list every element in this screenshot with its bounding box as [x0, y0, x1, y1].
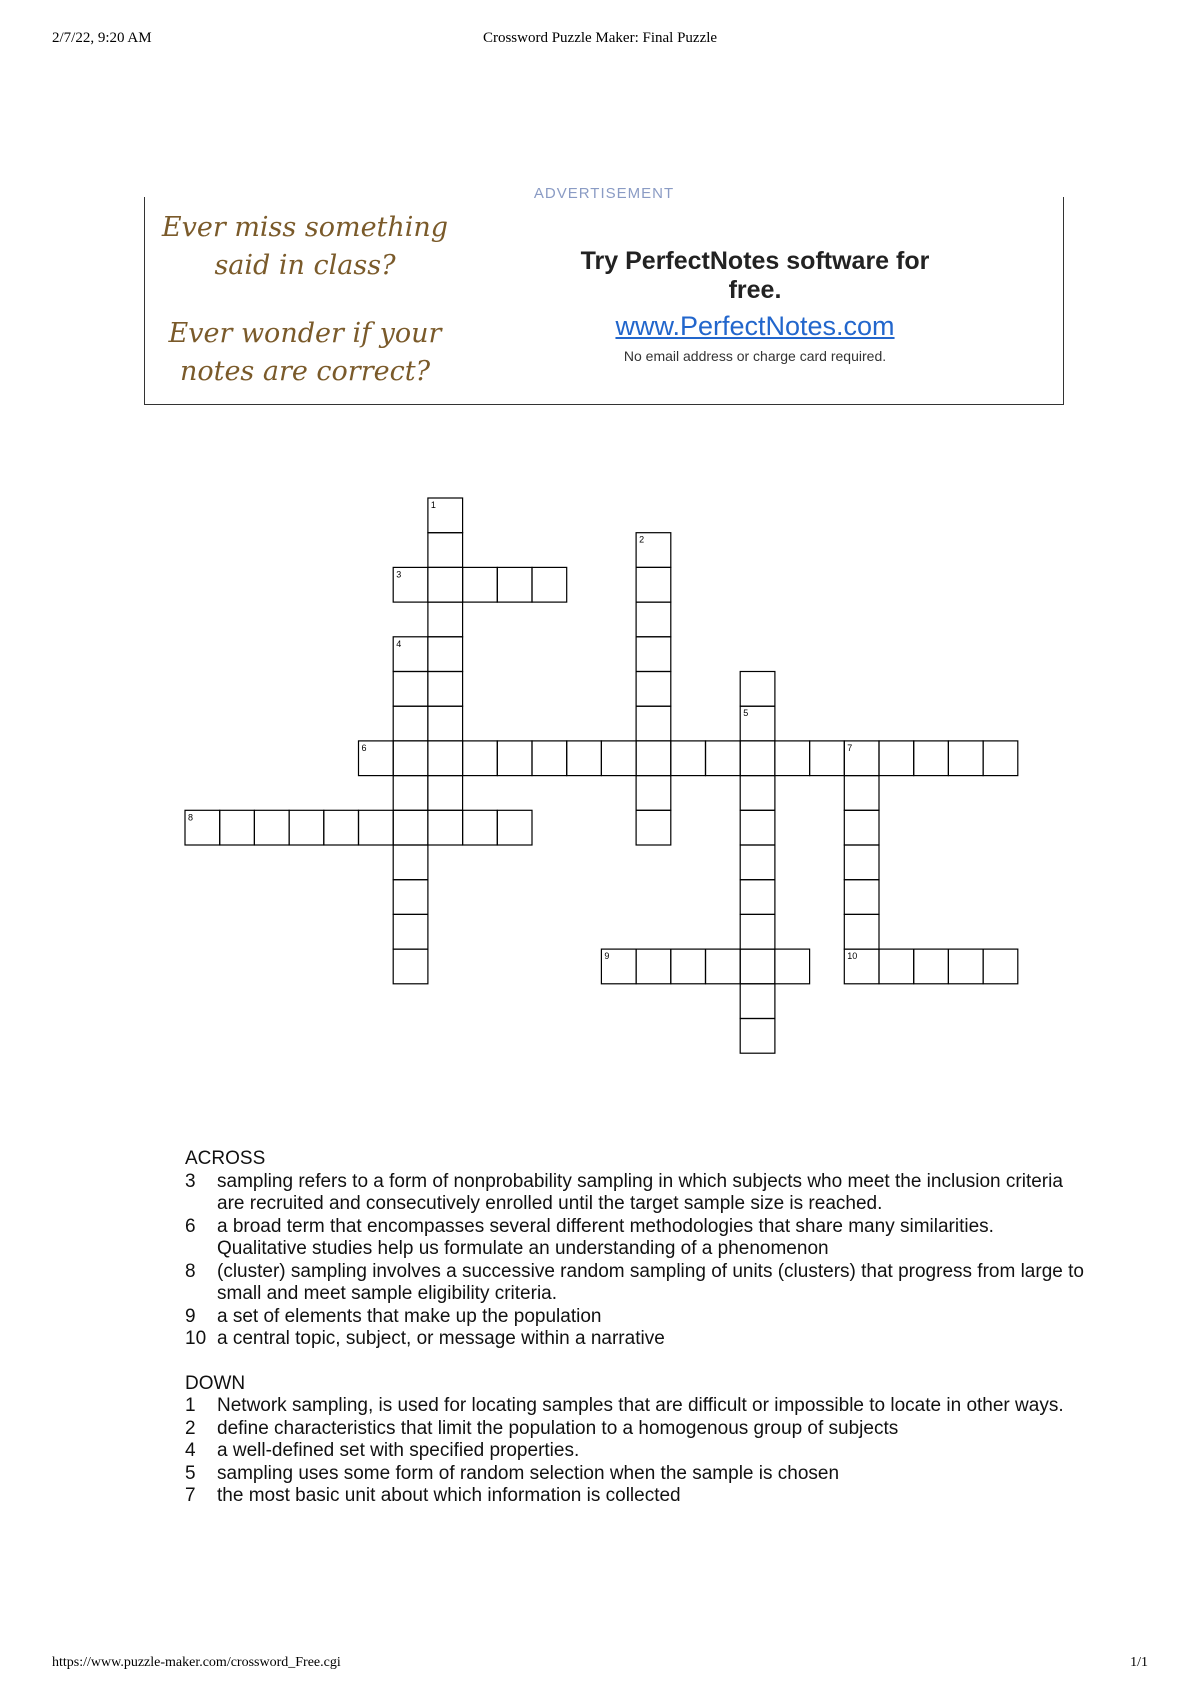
- crossword-cell[interactable]: [393, 845, 428, 880]
- crossword-cell[interactable]: [289, 810, 324, 845]
- crossword-cell[interactable]: [636, 533, 671, 568]
- clue-text: a set of elements that make up the population: [217, 1305, 602, 1327]
- crossword-cell[interactable]: [393, 810, 428, 845]
- clue-number: 2: [185, 1417, 196, 1439]
- clue-text: the most basic unit about which information is collected: [217, 1485, 681, 1506]
- crossword-cell[interactable]: [324, 810, 359, 845]
- clue-number: 7: [185, 1485, 196, 1506]
- clue-number: 6: [185, 1215, 196, 1237]
- cell-clue-number: 7: [847, 742, 853, 753]
- crossword-cell[interactable]: [636, 672, 671, 707]
- crossword-cell[interactable]: [393, 706, 428, 741]
- clue-text: sampling uses some form of random selection when the sample is chosen: [217, 1462, 840, 1484]
- crossword-cell[interactable]: [775, 741, 810, 776]
- crossword-cell[interactable]: [636, 741, 671, 776]
- crossword-cell[interactable]: [844, 845, 879, 880]
- crossword-cell[interactable]: [497, 810, 532, 845]
- crossword-cell[interactable]: [359, 741, 394, 776]
- crossword-cell[interactable]: [636, 602, 671, 637]
- crossword-cell[interactable]: [463, 567, 498, 602]
- crossword-cell[interactable]: [428, 741, 463, 776]
- clue-number: 10: [185, 1328, 207, 1349]
- crossword-cell[interactable]: [706, 741, 741, 776]
- crossword-cell[interactable]: [740, 1019, 775, 1054]
- crossword-cell[interactable]: [497, 741, 532, 776]
- print-url: https://www.puzzle-maker.com/crossword_Free.cgi: [52, 1655, 341, 1670]
- cell-clue-number: 4: [396, 638, 402, 649]
- ad-tagline-1: Ever miss something said in class?: [161, 212, 449, 281]
- crossword-cell[interactable]: [844, 810, 879, 845]
- crossword-cell[interactable]: [740, 984, 775, 1019]
- down-clues: [185, 1395, 1085, 1508]
- clue-text: Network sampling, is used for locating samples that are difficult or impossible to locate in other ways.: [217, 1395, 1064, 1416]
- crossword-cell[interactable]: [393, 741, 428, 776]
- crossword-cell[interactable]: [636, 776, 671, 811]
- crossword-cell[interactable]: [740, 776, 775, 811]
- clue-number: 5: [185, 1462, 196, 1484]
- cell-clue-number: 8: [188, 812, 194, 823]
- crossword-cell[interactable]: [914, 741, 949, 776]
- crossword-cell[interactable]: [497, 567, 532, 602]
- crossword-cell[interactable]: [948, 741, 983, 776]
- cell-clue-number: 3: [396, 569, 402, 580]
- crossword-cell[interactable]: [393, 776, 428, 811]
- crossword-cell[interactable]: [532, 741, 567, 776]
- clue-text: sampling refers to a form of nonprobability sampling in which subjects who meet the inclusion criteria are recruited and consecutively enrolled until the target sample size is reached.: [217, 1170, 1063, 1214]
- clue-text: (cluster) sampling involves a successive random sampling of units (clusters) that progress from large to small and meet sample eligibility criteria.: [217, 1260, 1084, 1304]
- crossword-cell[interactable]: [428, 567, 463, 602]
- print-title: Crossword Puzzle Maker: Final Puzzle: [482, 30, 718, 46]
- crossword-cell[interactable]: [914, 949, 949, 984]
- down-clue: [185, 1395, 1085, 1418]
- down-clue: [185, 1485, 1085, 1508]
- crossword-cell[interactable]: [636, 567, 671, 602]
- crossword-cell[interactable]: [740, 810, 775, 845]
- cell-clue-number: 9: [604, 951, 610, 962]
- crossword-cell[interactable]: [740, 672, 775, 707]
- crossword-cell[interactable]: [428, 637, 463, 672]
- crossword-cell[interactable]: [428, 776, 463, 811]
- crossword-cell[interactable]: [636, 810, 671, 845]
- ad-tagline-2: Ever wonder if your notes are correct?: [168, 318, 442, 387]
- cell-clue-number: 1: [430, 500, 436, 510]
- crossword-cell[interactable]: [601, 949, 636, 984]
- clue-text: a well-defined set with specified properties.: [217, 1440, 580, 1461]
- crossword-cell[interactable]: [567, 741, 602, 776]
- crossword-cell[interactable]: [463, 741, 498, 776]
- cell-clue-number: 10: [847, 951, 858, 962]
- crossword-cell[interactable]: [844, 776, 879, 811]
- down-heading: DOWN: [185, 1372, 246, 1394]
- crossword-cell[interactable]: [879, 741, 914, 776]
- crossword-cell[interactable]: [220, 810, 255, 845]
- crossword-cell[interactable]: [428, 533, 463, 568]
- clue-number: 8: [185, 1260, 196, 1282]
- across-clue: [185, 1306, 1085, 1329]
- cell-clue-number: 5: [743, 708, 749, 719]
- across-clue: [185, 1261, 1085, 1306]
- crossword-cell[interactable]: [428, 498, 463, 533]
- crossword-cell[interactable]: [393, 949, 428, 984]
- ad-link[interactable]: www.PerfectNotes.com: [615, 311, 895, 341]
- crossword-cell[interactable]: [948, 949, 983, 984]
- crossword-cell[interactable]: [844, 914, 879, 949]
- crossword-cell[interactable]: [393, 637, 428, 672]
- clue-number: 1: [185, 1395, 196, 1416]
- crossword-cell[interactable]: [775, 949, 810, 984]
- cell-clue-number: 6: [361, 742, 367, 753]
- crossword-cell[interactable]: [810, 741, 845, 776]
- clue-text: define characteristics that limit the population to a homogenous group of subjects: [217, 1417, 899, 1439]
- crossword-cell[interactable]: [393, 880, 428, 915]
- print-date: 2/7/22, 9:20 AM: [52, 30, 152, 46]
- ad-fine-print: No email address or charge card required.: [623, 348, 887, 364]
- ad-headline: Try PerfectNotes software for free.: [580, 247, 930, 304]
- crossword-cell[interactable]: [740, 880, 775, 915]
- advertisement-banner[interactable]: [144, 185, 1064, 405]
- down-clue: [185, 1463, 1085, 1486]
- crossword-cell[interactable]: [983, 949, 1018, 984]
- crossword-cell[interactable]: [636, 949, 671, 984]
- crossword-cell[interactable]: [463, 810, 498, 845]
- crossword-cell[interactable]: [359, 810, 394, 845]
- across-clues: [185, 1171, 1085, 1351]
- cell-clue-number: 2: [639, 534, 645, 545]
- crossword-cell[interactable]: [740, 949, 775, 984]
- crossword-cell[interactable]: [844, 741, 879, 776]
- down-clue: [185, 1418, 1085, 1441]
- across-clue: [185, 1171, 1085, 1216]
- crossword-cell[interactable]: [740, 741, 775, 776]
- crossword-cell[interactable]: [636, 706, 671, 741]
- crossword-cell[interactable]: [601, 741, 636, 776]
- crossword-cell[interactable]: [393, 914, 428, 949]
- crossword-cell[interactable]: [393, 567, 428, 602]
- crossword-cell[interactable]: [393, 672, 428, 707]
- crossword-cell[interactable]: [844, 880, 879, 915]
- crossword-cell[interactable]: [185, 810, 220, 845]
- across-heading: ACROSS: [185, 1148, 266, 1169]
- crossword-cell[interactable]: [671, 741, 706, 776]
- print-page-number: 1/1: [1130, 1655, 1148, 1670]
- clue-number: 4: [185, 1440, 196, 1461]
- crossword-cell[interactable]: [671, 949, 706, 984]
- crossword-cell[interactable]: [879, 949, 914, 984]
- crossword-cell[interactable]: [428, 810, 463, 845]
- clue-text: a central topic, subject, or message within a narrative: [217, 1328, 665, 1349]
- crossword-cell[interactable]: [740, 706, 775, 741]
- crossword-cell[interactable]: [636, 637, 671, 672]
- crossword-cell[interactable]: [254, 810, 289, 845]
- crossword-cell[interactable]: [428, 672, 463, 707]
- crossword-cell[interactable]: [706, 949, 741, 984]
- crossword-cell[interactable]: [740, 845, 775, 880]
- ad-offer: [555, 247, 955, 364]
- down-clue: [185, 1440, 1085, 1463]
- crossword-cell[interactable]: [844, 949, 879, 984]
- advertisement-label: ADVERTISEMENT: [533, 185, 675, 202]
- across-clue: [185, 1328, 1085, 1351]
- clue-number: 9: [185, 1305, 196, 1327]
- crossword-cell[interactable]: [428, 706, 463, 741]
- crossword-cell[interactable]: [532, 567, 567, 602]
- crossword-cell[interactable]: [740, 914, 775, 949]
- crossword-cell[interactable]: [428, 602, 463, 637]
- crossword-cell[interactable]: [983, 741, 1018, 776]
- clue-number: 3: [185, 1170, 196, 1192]
- clue-list: [185, 1148, 1085, 1508]
- clue-text: a broad term that encompasses several different methodologies that share many similarities. Qualitative studies help us formulate an understanding of a phenomenon: [217, 1215, 994, 1259]
- across-clue: [185, 1216, 1085, 1261]
